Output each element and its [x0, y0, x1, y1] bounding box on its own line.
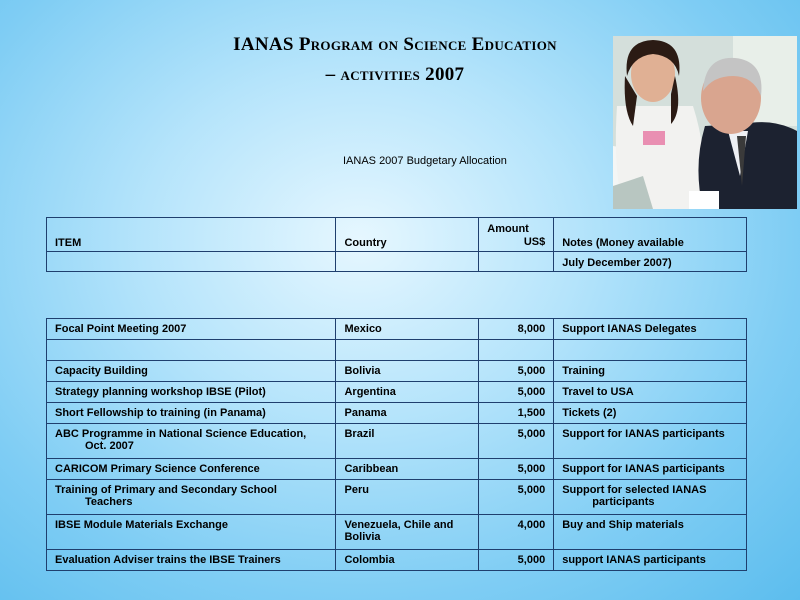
cell-item [47, 319, 336, 340]
notes-text: Support IANAS Delegates [562, 323, 697, 335]
cell-notes [554, 340, 747, 361]
table-row [47, 459, 747, 480]
cell-notes [554, 480, 747, 515]
cell-country [336, 361, 479, 382]
cell-notes [554, 424, 747, 459]
item-text: Short Fellowship to training (in Panama) [55, 407, 266, 419]
cell-notes [554, 550, 747, 571]
notes-text: Support for IANAS participants [562, 428, 725, 440]
cell-item [47, 515, 336, 550]
table-row [47, 515, 747, 550]
header-amount [479, 218, 554, 252]
table-row [47, 340, 747, 361]
item-text: CARICOM Primary Science Conference [55, 463, 260, 475]
notes-text: Travel to USA [562, 386, 634, 398]
item-text-cont: Teachers [85, 496, 133, 508]
country-text: Bolivia [344, 365, 381, 377]
cell-amount [479, 480, 554, 515]
slide-title-line2: – activities 2007 [325, 64, 465, 85]
cell-country [336, 319, 479, 340]
amount-text: 5,000 [517, 463, 546, 475]
item-text: Evaluation Adviser trains the IBSE Trainers [55, 554, 281, 566]
cell-country [336, 515, 479, 550]
cell-amount [479, 459, 554, 480]
header-amount-label: Amount [487, 223, 529, 235]
header-amount-cont [479, 252, 554, 272]
cell-country [336, 480, 479, 515]
header-item-cont [47, 252, 336, 272]
item-text: Strategy planning workshop IBSE (Pilot) [55, 386, 266, 398]
notes-text-cont: participants [592, 496, 655, 508]
table-row [47, 424, 747, 459]
cell-country [336, 459, 479, 480]
amount-text: 5,000 [517, 428, 546, 440]
cell-item [47, 361, 336, 382]
header-item: ITEM [47, 218, 336, 252]
budget-rows [47, 319, 747, 571]
cell-country [336, 340, 479, 361]
budget-table [46, 318, 747, 571]
cell-amount [479, 319, 554, 340]
table-row [47, 361, 747, 382]
cell-notes [554, 515, 747, 550]
notes-text: Tickets (2) [562, 407, 617, 419]
item-text-cont: Oct. 2007 [85, 440, 134, 452]
cell-item [47, 403, 336, 424]
cell-notes [554, 319, 747, 340]
notes-text: Support for IANAS participants [562, 463, 725, 475]
header-notes-cont: July December 2007) [554, 252, 747, 272]
country-text: Caribbean [344, 463, 399, 475]
cell-country [336, 403, 479, 424]
cell-item [47, 480, 336, 515]
cell-country [336, 550, 479, 571]
cell-amount [479, 361, 554, 382]
cell-amount [479, 515, 554, 550]
country-text: Peru [344, 484, 369, 496]
header-notes: Notes (Money available [554, 218, 747, 252]
amount-text: 1,500 [517, 407, 546, 419]
country-text: Brazil [344, 428, 375, 440]
cell-item [47, 459, 336, 480]
cell-amount [479, 403, 554, 424]
notes-text: support IANAS participants [562, 554, 706, 566]
country-text: Argentina [344, 386, 396, 398]
item-text: Capacity Building [55, 365, 148, 377]
cell-notes [554, 403, 747, 424]
cell-item [47, 382, 336, 403]
header-country: Country [336, 218, 479, 252]
slide-title: IANAS Program on Science Education [233, 34, 557, 55]
notes-text: Training [562, 365, 605, 377]
cell-country [336, 382, 479, 403]
notes-text: Support for selected IANAS [562, 484, 707, 496]
cell-notes [554, 361, 747, 382]
budget-header-table [46, 217, 747, 272]
header-amount-unit: US$ [523, 236, 546, 248]
table-row [47, 403, 747, 424]
cell-notes [554, 459, 747, 480]
table-row [47, 319, 747, 340]
table-row [47, 550, 747, 571]
country-text: Panama [344, 407, 387, 419]
table-caption: IANAS 2007 Budgetary Allocation [343, 155, 507, 167]
cell-amount [479, 550, 554, 571]
country-text: Colombia [344, 554, 395, 566]
amount-text: 5,000 [517, 365, 546, 377]
cell-amount [479, 340, 554, 361]
header-row [47, 218, 747, 252]
table-row [47, 382, 747, 403]
amount-text: 5,000 [517, 386, 546, 398]
cell-amount [479, 382, 554, 403]
country-text: Mexico [344, 323, 382, 335]
table-row [47, 480, 747, 515]
item-text: Training of Primary and Secondary School [55, 484, 277, 496]
cell-item [47, 340, 336, 361]
amount-text: 8,000 [517, 323, 546, 335]
cell-country [336, 424, 479, 459]
cell-notes [554, 382, 747, 403]
amount-text: 5,000 [517, 554, 546, 566]
item-text: IBSE Module Materials Exchange [55, 519, 228, 531]
amount-text: 4,000 [517, 519, 546, 531]
cell-amount [479, 424, 554, 459]
cell-item [47, 550, 336, 571]
country-text: Venezuela, Chile and [344, 519, 454, 531]
item-text: Focal Point Meeting 2007 [55, 323, 187, 335]
header-row-cont [47, 252, 747, 272]
photo-meeting [613, 36, 797, 209]
notes-text: Buy and Ship materials [562, 519, 684, 531]
amount-text: 5,000 [517, 484, 546, 496]
country-text-cont: Bolivia [344, 531, 381, 543]
cell-item [47, 424, 336, 459]
header-country-cont [336, 252, 479, 272]
item-text: ABC Programme in National Science Education, [55, 428, 307, 440]
